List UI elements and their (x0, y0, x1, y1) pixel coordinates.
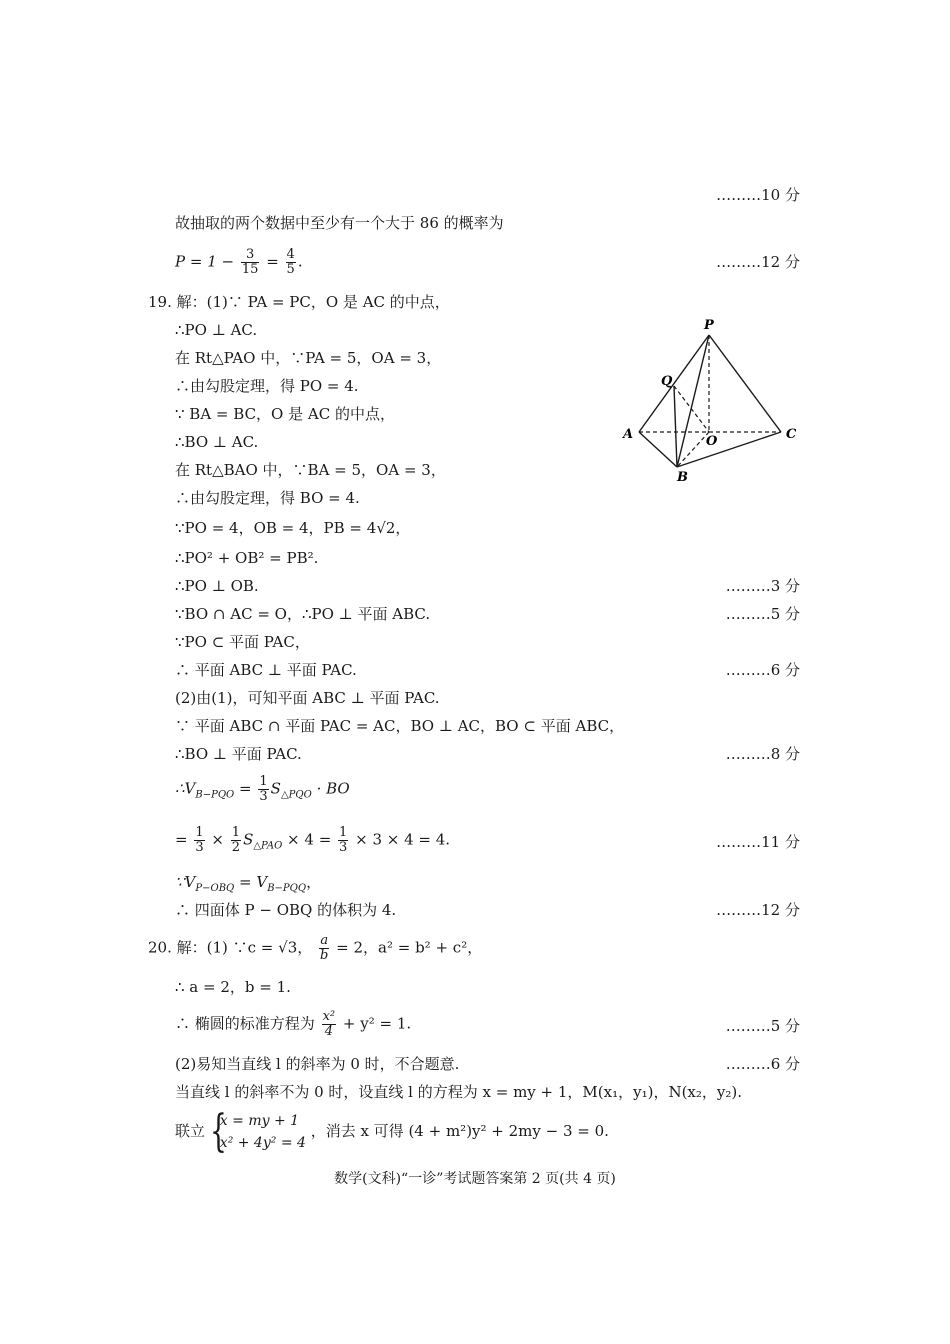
fraction: $\frac{1}{3}$ (339, 825, 348, 855)
edge-AB (639, 432, 677, 467)
score-marker: ………5 分 (725, 1017, 800, 1035)
label-A: A (623, 427, 634, 442)
q19-line: ∵ 平面 ABC ∩ 平面 PAC = AC，BO ⊥ AC，BO ⊂ 平面 ABC， (175, 717, 625, 735)
label-Q: Q (661, 374, 673, 389)
tetrahedron-figure (615, 315, 805, 485)
score-marker: ………6 分 (725, 1055, 800, 1073)
volume-formula-1: $\therefore V_{B-PQO}$ = $\frac{1}{3}$ $S_{\triangle PQO}$ · BO (175, 774, 350, 804)
q19-line: ∵PO = 4，OB = 4，PB = 4√2， (175, 519, 411, 537)
volume-formula-3: $\because V_{P-OBQ} = V_{B-PQQ}$， (175, 873, 322, 894)
q19-line: 在 Rt△PAO 中，∵PA = 5，OA = 3， (175, 349, 442, 367)
q19-line: ∴PO ⊥ AC. (175, 321, 258, 339)
q19-line: ∵PO ⊂ 平面 PAC， (175, 633, 310, 651)
score-marker: ………5 分 (725, 605, 800, 623)
edge-PA (639, 335, 709, 432)
q20-line-6: 联立 { x = my + 1 x² + 4y² = 4 ，消去 x 可得 (4 + m²)y² + 2my − 3 = 0. (175, 1106, 609, 1157)
q19-line: (2)由(1)，可知平面 ABC ⊥ 平面 PAC. (175, 689, 440, 707)
q19-line: ∴由勾股定理，得 PO = 4. (175, 377, 359, 395)
edge-PB (677, 335, 709, 467)
q19-line: ∵ BA = BC，O 是 AC 的中点， (175, 405, 395, 423)
fraction: $\frac{1}{3}$ (195, 825, 204, 855)
q19-line: ∴BO ⊥ 平面 PAC. (175, 745, 302, 763)
score-marker: ………12 分 (716, 901, 800, 919)
edge-QB (674, 386, 677, 467)
score-marker: ………12 分 (716, 253, 800, 271)
q19-line: 19. 解：(1)∵ PA = PC，O 是 AC 的中点， (148, 293, 450, 311)
q19-line: ∴由勾股定理，得 BO = 4. (175, 489, 360, 507)
score-marker: ………11 分 (716, 833, 800, 851)
brace-icon: { (209, 1106, 227, 1157)
score-marker: ………10 分 (716, 186, 800, 204)
fraction: $\frac{1}{3}$ (259, 774, 268, 804)
score-marker: ………3 分 (725, 577, 800, 595)
label-C: C (786, 427, 797, 442)
score-marker: ………6 分 (725, 661, 800, 679)
q19-line: ∴PO² + OB² = PB². (175, 549, 319, 567)
formula-text: P = 1 − (175, 252, 235, 271)
fraction: $\frac{a}{b}$ (320, 933, 329, 963)
q20-line-4: (2)易知当直线 l 的斜率为 0 时，不合题意. (175, 1055, 460, 1073)
probability-formula: P = 1 − $\frac{3}{15}$ = $\frac{4}{5}$ . (175, 247, 303, 277)
fraction: $\frac{3}{15}$ (241, 247, 259, 277)
q20-line-1: 20. 解：(1) ∵c = √3， $\frac{a}{b}$ = 2，a² = b² + c²， (148, 933, 483, 963)
label-P: P (704, 318, 714, 333)
equals-sign: = (266, 252, 279, 271)
edge-PC (709, 335, 781, 432)
q20-line-3: ∴ 椭圆的标准方程为 $\frac{\text{x²}}{4}$ + y² = 1. (175, 1009, 412, 1039)
label-O: O (706, 434, 718, 449)
q20-line-2: ∴ a = 2，b = 1. (175, 978, 291, 996)
q19-line: ∵BO ∩ AC = O，∴PO ⊥ 平面 ABC. (175, 605, 431, 623)
q19-line: ∴ 平面 ABC ⊥ 平面 PAC. (175, 661, 357, 679)
q19-conclusion: ∴ 四面体 P − OBQ 的体积为 4. (175, 901, 397, 919)
q19-line: ∴PO ⊥ OB. (175, 577, 259, 595)
fraction: $\frac{4}{5}$ (286, 247, 295, 277)
volume-formula-2: = $\frac{1}{3}$ × $\frac{1}{2}$ $S_{\triangle PAO} \times 4$ = $\frac{1}{3}$ × 3 × 4 = 4. (175, 825, 451, 855)
fraction: $\frac{1}{2}$ (231, 825, 241, 855)
q19-line: ∴BO ⊥ AC. (175, 433, 259, 451)
probability-statement: 故抽取的两个数据中至少有一个大于 86 的概率为 (175, 214, 504, 232)
score-marker: ………8 分 (725, 745, 800, 763)
edge-QO (674, 386, 709, 432)
equation-system: { x = my + 1 x² + 4y² = 4 (209, 1106, 306, 1157)
fraction: $\frac{\text{x²}}{4}$ (322, 1009, 336, 1039)
q19-line: 在 Rt△BAO 中，∵BA = 5，OA = 3， (175, 461, 446, 479)
label-B: B (677, 470, 688, 485)
q20-line-5: 当直线 l 的斜率不为 0 时，设直线 l 的方程为 x = my + 1，M(x₁，y₁)，N(x₂，y₂). (175, 1083, 743, 1101)
page-footer: 数学(文科)“一诊”考试题答案第 2 页(共 4 页) (334, 1171, 616, 1187)
